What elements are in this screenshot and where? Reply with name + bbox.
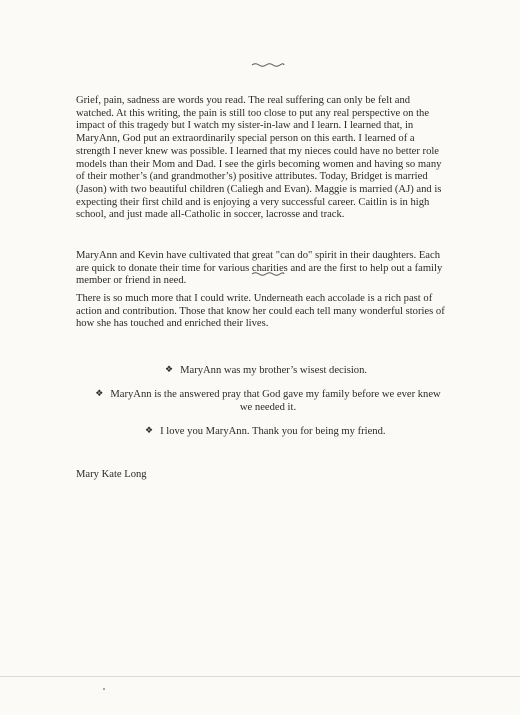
bullet-text: MaryAnn is the answered pray that God gave my family before we ever knew we needed it. xyxy=(110,389,441,413)
paragraph-accolades: There is so much more that I could write. Underneath each accolade is a rich past of action and contribution. Those that know her could each tell many wonderful stories of how she has touched and enriched their lives. xyxy=(76,293,445,330)
scan-speck xyxy=(103,688,105,690)
diamond-bullet-icon: ❖ xyxy=(165,364,174,374)
diamond-bullet-icon: ❖ xyxy=(145,425,154,435)
bullet-text: MaryAnn was my brother’s wisest decision. xyxy=(180,365,368,376)
paragraph-grief: Grief, pain, sadness are words you read. The real suffering can only be felt and watched. At this writing, the pain is still too close to put any real perspective on the impact of this tragedy but I watch my sister-in-law and I learn. I learned that, in MaryAnn, God put an extraordinarily special person on this earth. I learned of a strength I never knew was possible. I learned that my nieces could have no better role models than their Mom and Dad. I see the girls becoming women and having so many of their mother’s (and grandmother’s) positive attributes. Today, Bridget is married (Jason) with two beautiful children (Caliegh and Evan). Maggie is married (AJ) and is expecting their first child and is enjoying a very successful career. Caitlin is in high school, and just made all-Catholic in soccer, lacrosse and track. xyxy=(76,95,442,221)
bullet-text: I love you MaryAnn. Thank you for being my friend. xyxy=(160,426,386,437)
wavy-divider-top xyxy=(251,62,285,68)
wavy-divider-middle xyxy=(251,271,285,277)
paragraph-daughters: MaryAnn and Kevin have cultivated that great "can do" spirit in their daughters. Each are quick to donate their time for various charities and are the first to help out a family member or friend in need. xyxy=(76,250,443,287)
bullet-item xyxy=(88,387,448,414)
bullet-item xyxy=(145,424,386,439)
page-bottom-edge xyxy=(0,676,520,677)
signature-name: Mary Kate Long xyxy=(76,469,147,480)
bullet-item xyxy=(165,363,367,378)
diamond-bullet-icon: ❖ xyxy=(95,388,104,398)
